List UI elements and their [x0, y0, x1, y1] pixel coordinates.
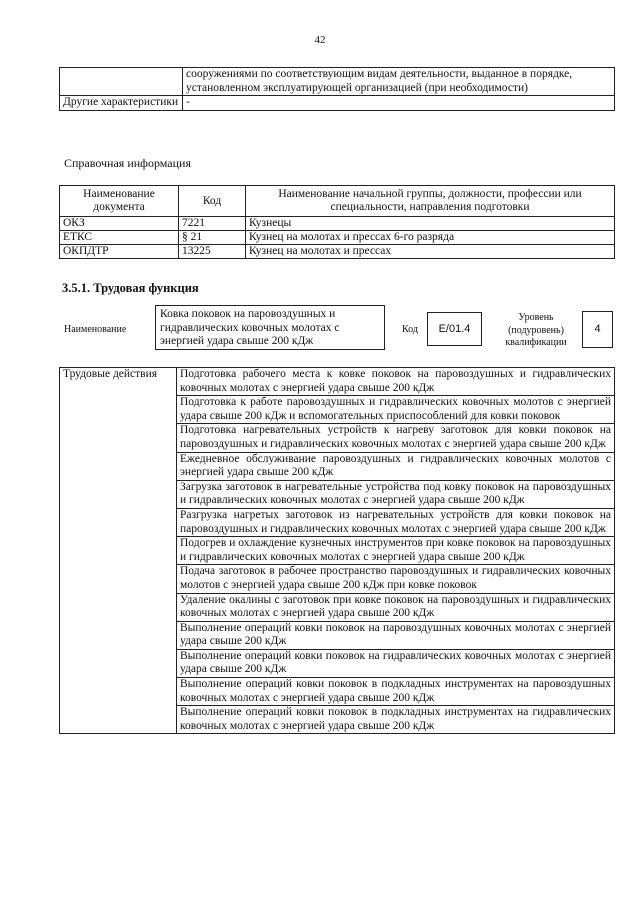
labor-action-item: Выполнение операций ковки поковок на гидравлических ковочных молотах с энергией удара свыше 200 кДж	[177, 649, 615, 677]
labor-action-item: Подогрев и охлаждение кузнечных инструментов при ковке поковок на паровоздушных и гидравлических ковочных молотах с энергией удара свыше 200 кДж	[177, 537, 615, 565]
table-cell: Кузнец на молотах и прессах	[246, 245, 615, 259]
labor-action-item: Подготовка рабочего места к ковке поковок на паровоздушных и гидравлических ковочных молотах с энергией удара свыше 200 кДж	[177, 368, 615, 396]
table-cell: ЕТКС	[60, 231, 179, 245]
labor-action-item: Подготовка нагревательных устройств к нагреву заготовок для ковки поковок на паровоздушных и гидравлических ковочных молотах с энергией удара свыше 200 кДж	[177, 424, 615, 452]
name-label: Наименование	[64, 324, 127, 335]
other-characteristics-label: Другие характеристики	[60, 96, 183, 111]
code-label: Код	[402, 324, 418, 335]
reference-table	[59, 185, 615, 259]
table-row	[60, 245, 615, 259]
other-characteristics-value: -	[183, 96, 615, 111]
labor-action-item: Выполнение операций ковки поковок на паровоздушных ковочных молотах с энергией удара свыше 200 кДж	[177, 621, 615, 649]
table-cell: ОКПДТР	[60, 245, 179, 259]
table-cell: 7221	[179, 217, 246, 231]
labor-actions-table	[59, 367, 615, 734]
labor-action-item: Выполнение операций ковки поковок в подкладных инструментах на паровоздушных ковочных молотах с энергией удара свыше 200 кДж	[177, 678, 615, 706]
labor-action-item: Ежедневное обслуживание паровоздушных и гидравлических ковочных молотов с энергией удара свыше 200 кДж	[177, 452, 615, 480]
table-header-row	[60, 186, 615, 217]
characteristics-table	[59, 67, 615, 111]
function-code-box: E/01.4	[427, 312, 482, 346]
table-row	[60, 217, 615, 231]
table-row	[60, 231, 615, 245]
table-cell: Кузнец на молотах и прессах 6-го разряда	[246, 231, 615, 245]
labor-action-item: Загрузка заготовок в нагревательные устройства под ковку поковок на паровоздушных и гидравлических ковочных молотах с энергией удара свыше 200 кДж	[177, 480, 615, 508]
qualification-level-label: Уровень (подуровень) квалификации	[505, 312, 567, 348]
labor-action-item: Разгрузка нагретых заготовок из нагревательных устройств для ковки поковок на паровоздушных и гидравлических ковочных молотах с энергией удара свыше 200 кДж	[177, 508, 615, 536]
column-header: Код	[179, 186, 246, 217]
function-name-box: Ковка поковок на паровоздушных и гидравлических ковочных молотах с энергией удара свыше 200 кДж	[155, 305, 385, 350]
table-cell: Кузнецы	[246, 217, 615, 231]
qualification-level-box: 4	[582, 311, 613, 348]
labor-action-item: Выполнение операций ковки поковок в подкладных инструментах на гидравлических ковочных молотах с энергией удара свыше 200 кДж	[177, 706, 615, 734]
table-cell: § 21	[179, 231, 246, 245]
table-row	[60, 96, 615, 111]
table-cell-label	[60, 68, 183, 96]
table-cell: ОКЗ	[60, 217, 179, 231]
labor-actions-label: Трудовые действия	[60, 368, 177, 734]
section-title: 3.5.1. Трудовая функция	[62, 281, 199, 295]
table-row	[60, 68, 615, 96]
page-number: 42	[314, 34, 326, 46]
column-header: Наименование начальной группы, должности, профессии или специальности, направления подготовки	[246, 186, 615, 217]
table-cell: 13225	[179, 245, 246, 259]
table-cell-value: сооружениями по соответствующим видам деятельности, выданное в порядке, установленном эксплуатирующей организацией (при необходимости)	[183, 68, 615, 96]
labor-action-item: Подача заготовок в рабочее пространство паровоздушных и гидравлических ковочных молотов с энергией удара свыше 200 кДж при ковке поковок	[177, 565, 615, 593]
table-row	[60, 368, 615, 396]
labor-action-item: Подготовка к работе паровоздушных и гидравлических ковочных молотов с энергией удара свыше 200 кДж и вспомогательных приспособлений для ковки поковок	[177, 396, 615, 424]
column-header: Наименование документа	[60, 186, 179, 217]
reference-heading: Справочная информация	[64, 156, 191, 170]
labor-action-item: Удаление окалины с заготовок при ковке поковок на паровоздушных и гидравлических ковочных молотах с энергией удара свыше 200 кДж	[177, 593, 615, 621]
